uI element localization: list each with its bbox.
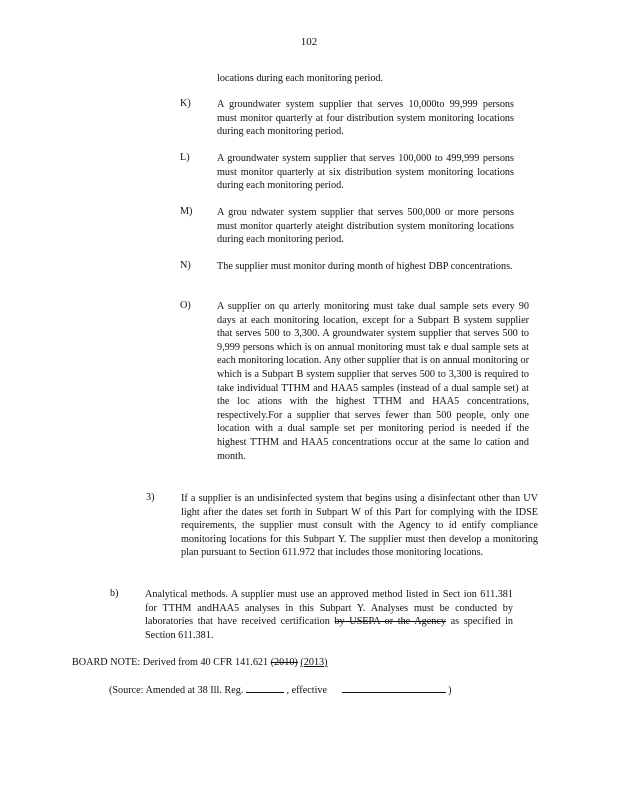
page-number: 102 bbox=[300, 36, 318, 48]
effective-date-blank bbox=[342, 682, 446, 693]
item-label-k: K) bbox=[180, 98, 191, 109]
item-text-m: A grou ndwater system supplier that serves 500,000 or more persons must monitor quarterly ateight distribution system monitoring locations during each monitoring period. bbox=[217, 207, 514, 246]
item-label-n: N) bbox=[180, 260, 191, 271]
continuation-text: locations during each monitoring period. bbox=[217, 73, 384, 84]
item-text-k: A groundwater system supplier that serves 10,000to 99,999 persons must monitor quarterly at four distribution system monitoring locations during each monitoring period. bbox=[217, 99, 514, 138]
board-note bbox=[72, 656, 472, 670]
board-note-struck: (2010) bbox=[270, 657, 298, 668]
source-line bbox=[109, 682, 529, 698]
source-mid: , effective bbox=[286, 685, 328, 696]
item-label-m: M) bbox=[180, 206, 193, 217]
item-b-main-text: Analytical methods. A supplier must use an approved method listed in Sect ion 611.381 for TTHM andHAA5 analyses in this Subpart Y. Analyses must be conducted by laboratories that have received certification bbox=[145, 589, 513, 628]
item-label-b: b) bbox=[110, 588, 119, 599]
item-label-l: L) bbox=[180, 152, 190, 163]
board-note-prefix: BOARD NOTE: Derived from 40 CFR 141.621 bbox=[72, 657, 269, 668]
item-b-tail-text: as specified in Section 611.381. bbox=[145, 616, 514, 641]
item-label-3: 3) bbox=[146, 492, 155, 503]
source-prefix: (Source: Amended at 38 Ill. Reg. bbox=[109, 685, 244, 696]
board-note-inserted: (2013) bbox=[300, 657, 328, 668]
item-label-o: O) bbox=[180, 300, 191, 311]
register-blank bbox=[246, 682, 284, 693]
item-text-n: The supplier must monitor during month of highest DBP concentrations. bbox=[217, 261, 513, 272]
item-text-b bbox=[145, 588, 513, 642]
item-text-o: A supplier on qu arterly monitoring must take dual sample sets every 90 days at each monitoring location, except for a Subpart B system supplier that serves 500 to 3,300. A groundwater system supplier that serves 500 to 9,999 persons which is on annual monitoring must tak e dual sample sets at each monitoring location. Any other supplier that is on annual monitoring or which is a Subpart B system supplier that serves 500 to 3,300 is required to take individual TTHM and HAA5 samples (instead of a dual sample set) at the loc ations with the highest TTHM and HAA5 concentrations, respectively.For a supplier that serves fewer than 500 people, only one location with a dual sample set per monitoring period is needed if the highest TTHM and HAA5 concentrations occur at the same lo cation and month. bbox=[217, 301, 529, 462]
source-close: ) bbox=[448, 685, 452, 696]
item-text-l: A groundwater system supplier that serves 100,000 to 499,999 persons must monitor quarterly at six distribution system monitoring locations during each monitoring period. bbox=[217, 153, 514, 192]
item-b-struck-text: by USEPA or the Agency bbox=[334, 616, 446, 628]
item-text-3: If a supplier is an undisinfected system that begins using a disinfectant other than UV light after the dates set forth in Subpart W of this Part for complying with the IDSE requirements, the supplier must consult with the Agency to id entify compliance monitoring locations for this Subpart Y. The supplier must then develop a monitoring plan pursuant to Section 611.972 that includes those monitoring locations. bbox=[181, 493, 538, 559]
